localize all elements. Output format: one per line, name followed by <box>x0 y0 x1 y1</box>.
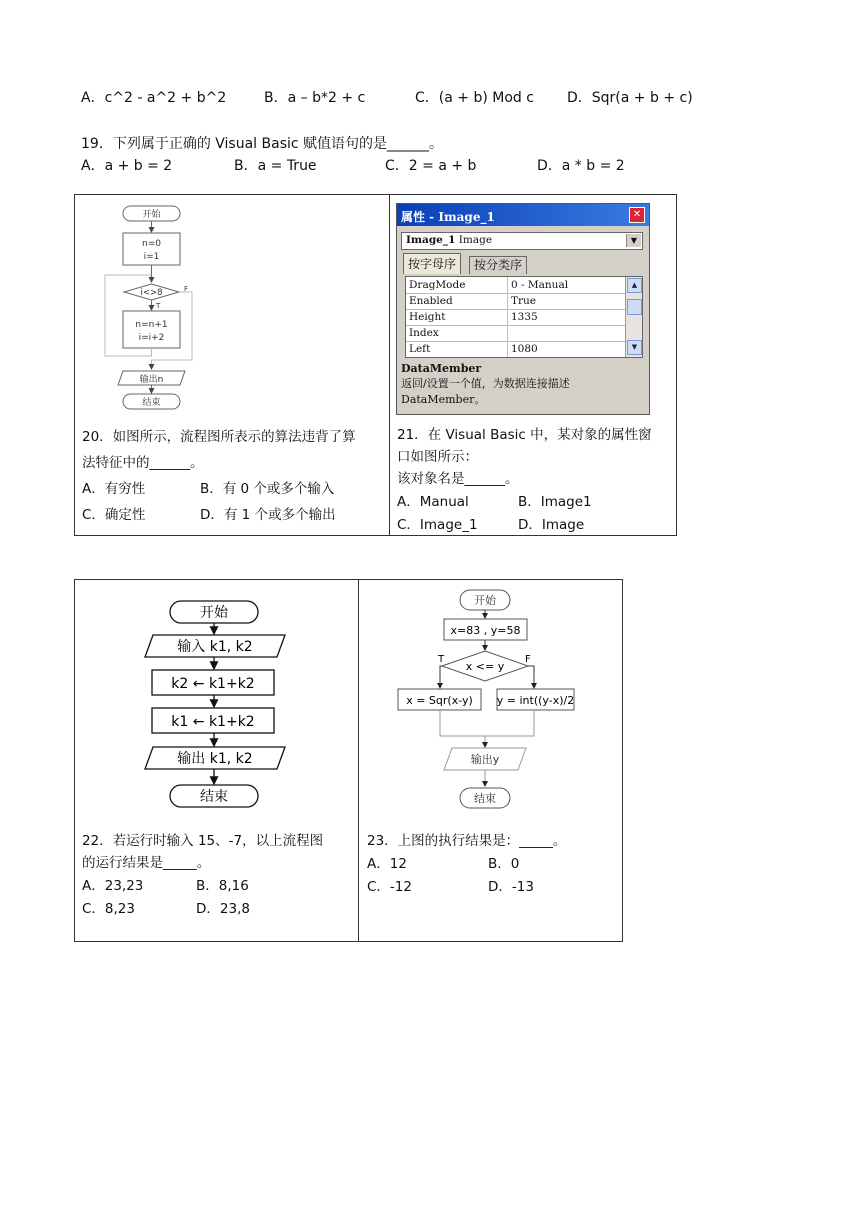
q22-option-c: C．8,23 <box>82 901 135 917</box>
q20-option-a: A．有穷性 <box>82 481 146 497</box>
vb-object-combo[interactable] <box>401 232 643 250</box>
q20-option-d: D．有 1 个或多个输出 <box>200 507 336 523</box>
vb-window-title-bar[interactable] <box>397 204 649 226</box>
q20-body-text-1: n=n+1 <box>135 320 168 330</box>
table-1-divider <box>389 194 390 535</box>
q22-start-text: 开始 <box>200 605 228 621</box>
q22-option-a: A．23,23 <box>82 878 144 894</box>
q21-stem-line-1: 21．在 Visual Basic 中，某对象的属性窗 <box>397 427 652 443</box>
vb-window-title: 属性 - Image_1 <box>401 210 495 224</box>
q20-option-b: B．有 0 个或多个输入 <box>200 481 335 497</box>
vb-description-title: DataMember <box>401 362 482 375</box>
q20-end-text: 结束 <box>142 398 161 408</box>
q22-step2-text: k1 ← k1+k2 <box>171 714 255 730</box>
q22-option-d: D．23,8 <box>196 901 250 917</box>
q23-condition-text: x <= y <box>465 660 505 673</box>
q22-end-text: 结束 <box>200 789 228 805</box>
q21-stem-line-2: 口如图所示： <box>397 449 478 465</box>
vb-object-type: Image <box>455 234 493 246</box>
scroll-down-icon[interactable]: ▼ <box>627 340 642 355</box>
q22-step1-text: k2 ← k1+k2 <box>171 676 255 692</box>
q23-init-text: x=83 , y=58 <box>450 624 521 637</box>
q22-output-text: 输出 k1, k2 <box>177 751 253 767</box>
q20-body-text-2: i=i+2 <box>138 333 165 343</box>
q23-end-text: 结束 <box>474 792 496 805</box>
q23-output-text: 输出y <box>470 753 500 766</box>
vb-description-line-2: DataMember。 <box>401 393 486 406</box>
property-row[interactable]: Left 1080 <box>406 341 626 358</box>
q22-stem-line-2: 的运行结果是_____。 <box>82 855 211 871</box>
q22-stem-line-1: 22．若运行时输入 15、-7，以上流程图 <box>82 833 324 849</box>
q20-init-text-2: i=1 <box>143 252 160 262</box>
vb-object-name: Image_1 <box>406 234 456 246</box>
q23-start-text: 开始 <box>474 594 496 607</box>
q21-option-d: D．Image <box>518 517 585 533</box>
close-icon[interactable]: ✕ <box>629 207 645 223</box>
q19-stem: 19．下列属于正确的 Visual Basic 赋值语句的是______。 <box>81 136 444 152</box>
vb-property-grid <box>405 276 643 358</box>
q19-option-b: B．a = True <box>234 158 317 174</box>
chevron-down-icon[interactable]: ▼ <box>626 234 641 247</box>
q18-option-b: B．a – b*2 + c <box>264 90 366 106</box>
table-2-divider <box>358 579 359 941</box>
q20-init-text-1: n=0 <box>142 239 161 249</box>
q18-option-c: C．(a + b) Mod c <box>415 90 534 106</box>
q19-option-c: C．2 = a + b <box>385 158 477 174</box>
q19-option-a: A．a + b = 2 <box>81 158 173 174</box>
q20-condition-text: i<>8 <box>140 288 163 298</box>
property-row[interactable]: Enabled True <box>406 293 626 310</box>
tab-categorized[interactable]: 按分类序 <box>469 256 527 274</box>
q22-flowchart <box>135 595 295 815</box>
q23-false-label: F <box>525 654 531 665</box>
tab-alphabetic[interactable]: 按字母序 <box>403 253 461 274</box>
q23-true-label: T <box>438 654 445 665</box>
vb-description-pane <box>401 362 645 410</box>
vb-grid-scrollbar[interactable] <box>625 277 642 357</box>
q20-output-text: 输出n <box>139 375 164 385</box>
q21-option-a: A．Manual <box>397 494 469 510</box>
q20-start-text: 开始 <box>142 210 161 220</box>
vb-properties-window <box>396 203 650 415</box>
q20-stem-line-2: 法特征中的______。 <box>82 455 204 471</box>
vb-description-line-1: 返回/设置一个值，为数据连接描述 <box>401 377 570 390</box>
q23-option-d: D．-13 <box>488 879 534 895</box>
scroll-thumb[interactable] <box>627 299 642 315</box>
q19-option-d: D．a * b = 2 <box>537 158 625 174</box>
property-row[interactable]: DragMode 0 - Manual <box>406 277 626 294</box>
q23-flowchart <box>396 586 586 816</box>
property-row[interactable]: Height 1335 <box>406 309 626 326</box>
q23-stem: 23．上图的执行结果是：_____。 <box>367 833 567 849</box>
property-row[interactable]: Index <box>406 325 626 342</box>
q20-flowchart <box>95 200 210 415</box>
scroll-up-icon[interactable]: ▲ <box>627 278 642 293</box>
q18-option-a: A．c^2 - a^2 + b^2 <box>81 90 227 106</box>
q22-option-b: B．8,16 <box>196 878 249 894</box>
q23-right-text: y = int((y-x)/2 <box>496 694 575 707</box>
q23-option-c: C．-12 <box>367 879 412 895</box>
q22-input-text: 输入 k1, k2 <box>177 639 253 655</box>
q21-stem-line-3: 该对象名是______。 <box>397 471 519 487</box>
q23-left-text: x = Sqr(x-y) <box>406 694 473 707</box>
q20-true-label: T <box>156 302 161 310</box>
q20-stem-line-1: 20．如图所示，流程图所表示的算法违背了算 <box>82 429 356 445</box>
q18-option-d: D．Sqr(a + b + c) <box>567 90 693 106</box>
q21-option-c: C．Image_1 <box>397 517 478 533</box>
q23-option-b: B．0 <box>488 856 520 872</box>
q20-false-label: F <box>184 285 189 293</box>
q23-option-a: A．12 <box>367 856 407 872</box>
q21-option-b: B．Image1 <box>518 494 592 510</box>
q20-option-c: C．确定性 <box>82 507 146 523</box>
